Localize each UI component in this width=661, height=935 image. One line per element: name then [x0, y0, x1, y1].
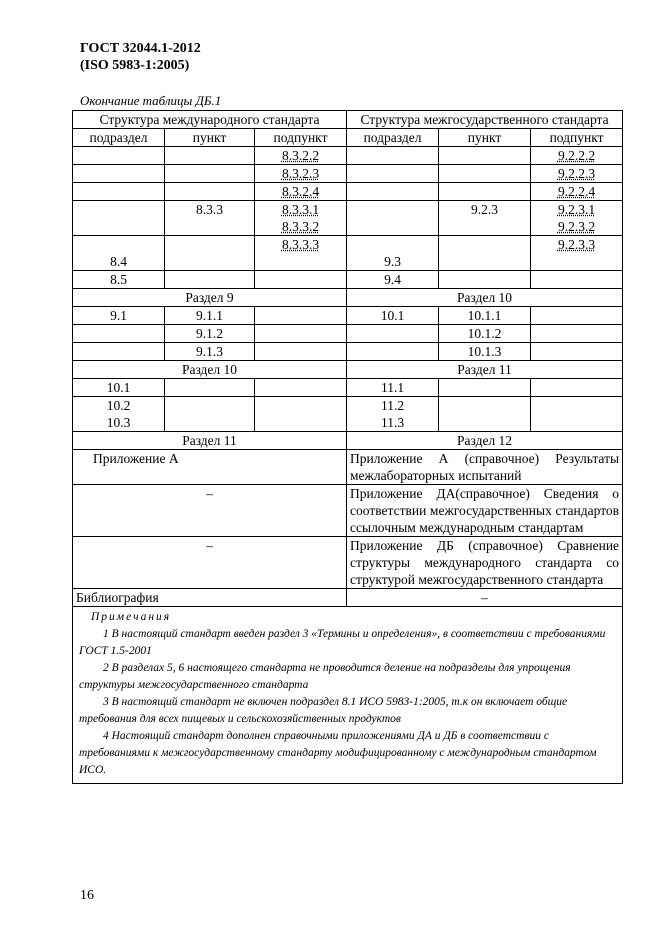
- header-interstate: Структура межгосударственного стандарта: [347, 111, 623, 129]
- table-subheader-row: [73, 129, 623, 147]
- section-row: [73, 289, 623, 307]
- table-row: [73, 201, 623, 236]
- section-label: Раздел 12: [347, 432, 623, 450]
- table-cell: 8.3.2.2: [255, 147, 347, 165]
- col-item: пункт: [165, 129, 255, 147]
- table-row: [73, 147, 623, 165]
- section-label: Раздел 10: [73, 361, 347, 379]
- standard-number: ГОСТ 32044.1-2012: [80, 41, 201, 56]
- table-cell: [255, 201, 347, 236]
- table-cell: 9.2.2.2: [531, 147, 623, 165]
- dash-cell: –: [73, 537, 347, 589]
- appendix-row: [73, 537, 623, 589]
- notes-cell: [73, 607, 623, 784]
- table-cell: 10.1.1: [439, 307, 531, 325]
- table-cell: [531, 201, 623, 236]
- col-subsection: подраздел: [73, 129, 165, 147]
- table-cell: 8.3.3: [165, 201, 255, 236]
- table-cell: 9.1.2: [165, 325, 255, 343]
- table-cell: 9.1.1: [165, 307, 255, 325]
- table-cell: 9.2.3.3: [531, 236, 623, 271]
- table-header-row: [73, 111, 623, 129]
- dash-cell: –: [347, 589, 623, 607]
- note-3: 3 В настоящий стандарт не включен подраздел 8.1 ИСО 5983-1:2005, т.к он включает общие требования для всех пищевых и сельскохозяйственных продуктов: [79, 696, 568, 725]
- note-1: 1 В настоящий стандарт введен раздел 3 «Термины и определения», в соответствии с требованиями ГОСТ 1.5-2001: [79, 628, 606, 657]
- table-cell-line: 11.3: [380, 415, 405, 430]
- section-row: [73, 432, 623, 450]
- table-row: [73, 343, 623, 361]
- bibliography-label: Библиография: [73, 589, 347, 607]
- table-cell: [347, 397, 439, 432]
- table-cell: 8.4: [73, 236, 165, 271]
- table-row: [73, 165, 623, 183]
- structure-comparison-table: [72, 110, 623, 784]
- section-label: Раздел 11: [347, 361, 623, 379]
- appendix-row: [73, 450, 623, 485]
- table-cell: 11.1: [347, 379, 439, 397]
- table-cell: 9.1.3: [165, 343, 255, 361]
- document-header: [80, 40, 201, 74]
- table-cell: 9.2.3: [439, 201, 531, 236]
- table-row: [73, 379, 623, 397]
- table-cell: 10.1: [347, 307, 439, 325]
- table-caption: Окончание таблицы ДБ.1: [80, 93, 222, 108]
- table-cell: 9.1: [73, 307, 165, 325]
- note-4: 4 Настоящий стандарт дополнен справочными приложениями ДА и ДБ в соответствии с требованиями к межгосударственному стандарту модифицированному с международным стандартом ИСО.: [79, 730, 597, 776]
- table-cell-line: 9.2.3.1: [557, 202, 596, 217]
- col-subitem: подпункт: [255, 129, 347, 147]
- table-cell: 8.3.2.4: [255, 183, 347, 201]
- dash-cell: –: [73, 485, 347, 537]
- table-cell-line: 10.2: [106, 398, 131, 413]
- table-row: [73, 307, 623, 325]
- table-cell: [73, 397, 165, 432]
- section-label: Раздел 10: [347, 289, 623, 307]
- table-cell-line: 8.3.3.1: [281, 202, 320, 217]
- table-cell: 8.3.2.3: [255, 165, 347, 183]
- table-cell: 10.1: [73, 379, 165, 397]
- table-cell: 9.3: [347, 236, 439, 271]
- table-row: [73, 397, 623, 432]
- appendix-row: [73, 485, 623, 537]
- table-row: [73, 325, 623, 343]
- table-cell: 10.1.3: [439, 343, 531, 361]
- table-cell: 10.1.2: [439, 325, 531, 343]
- header-international: Структура международного стандарта: [73, 111, 347, 129]
- table-cell: 9.2.2.4: [531, 183, 623, 201]
- table-row: [73, 271, 623, 289]
- iso-number: (ISO 5983-1:2005): [80, 58, 190, 73]
- col-subitem: подпункт: [531, 129, 623, 147]
- section-label: Раздел 11: [73, 432, 347, 450]
- table-cell: 9.4: [347, 271, 439, 289]
- section-label: Раздел 9: [73, 289, 347, 307]
- table-row: [73, 236, 623, 271]
- col-item: пункт: [439, 129, 531, 147]
- col-subsection: подраздел: [347, 129, 439, 147]
- table-cell-line: 8.3.3.2: [281, 219, 320, 234]
- appendix-interstate: Приложение ДБ (справочное) Сравнение структуры международного стандарта со структурой межгосударственного стандарта: [347, 537, 623, 589]
- section-row: [73, 361, 623, 379]
- appendix-interstate: Приложение А (справочное) Результаты межлабораторных испытаний: [347, 450, 623, 485]
- appendix-international: Приложение А: [73, 450, 347, 485]
- table-row: [73, 183, 623, 201]
- appendix-interstate: Приложение ДА(справочное) Сведения о соответствии межгосударственных стандартов ссылочным международным стандартам: [347, 485, 623, 537]
- note-2: 2 В разделах 5, 6 настоящего стандарта не проводится деление на подразделы для упрощения структуры межгосударственного стандарта: [79, 662, 571, 691]
- table-cell: 8.5: [73, 271, 165, 289]
- table-cell-line: 10.3: [106, 415, 131, 430]
- table-cell: 8.3.3.3: [255, 236, 347, 271]
- notes-title: Примечания: [91, 611, 172, 623]
- table-cell-line: 11.2: [380, 398, 405, 413]
- table-cell-line: 9.2.3.2: [557, 219, 596, 234]
- page-number: 16: [80, 888, 94, 903]
- bibliography-row: [73, 589, 623, 607]
- notes-row: [73, 607, 623, 784]
- table-cell: 9.2.2.3: [531, 165, 623, 183]
